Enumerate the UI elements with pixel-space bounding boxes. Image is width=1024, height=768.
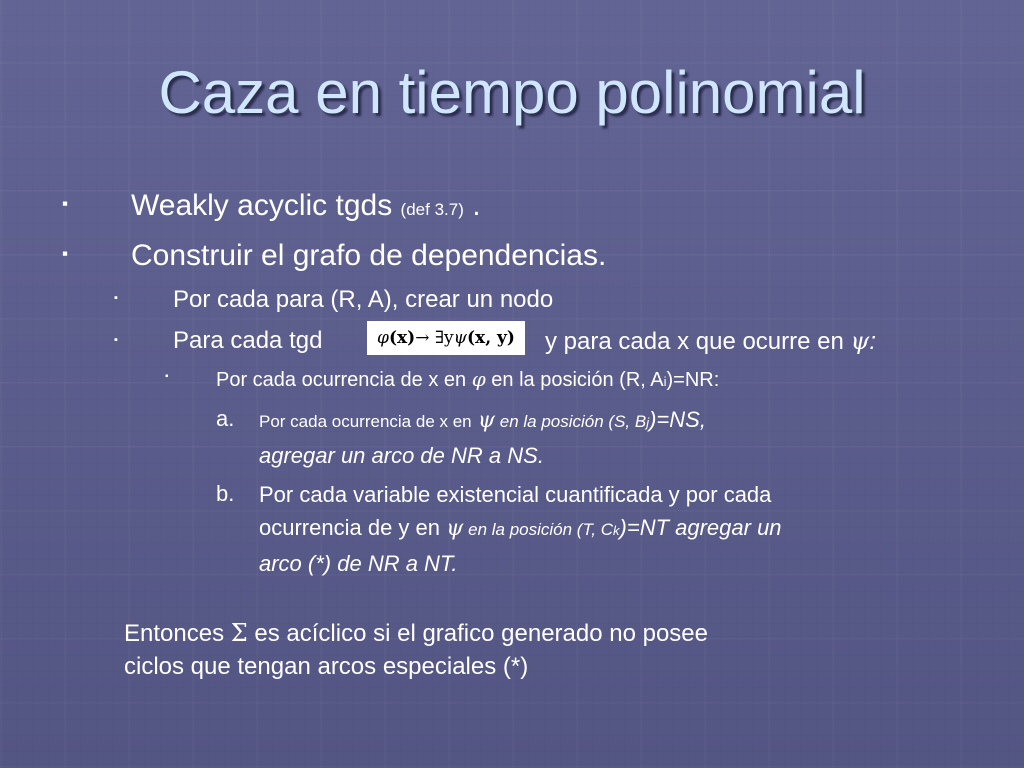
ocurrencia-end: )=NR:	[666, 369, 720, 391]
item-b-rest: en la posición (T, C	[463, 520, 614, 539]
ocurrencia-rest: en la posición (R, A	[491, 369, 664, 391]
suffix-text: y para cada x que ocurre en	[545, 328, 844, 355]
list-item-a	[259, 403, 706, 472]
item-b-text: ocurrencia de y en	[259, 515, 440, 540]
bullet-square-icon: ▪	[62, 244, 69, 263]
ocurrencia-text: Por cada ocurrencia de x en	[216, 369, 467, 391]
conclusion-rest: es acíclico si el grafico generado no posee	[254, 620, 708, 647]
conclusion-line1	[124, 617, 708, 650]
subscript-k: k	[613, 523, 620, 538]
psi-symbol: ψ	[453, 328, 468, 348]
item-a-rest: en la posición (S, B	[495, 412, 647, 431]
subscript-j: j	[646, 415, 650, 430]
sigma-symbol: Σ	[230, 619, 248, 647]
item-a-text: Por cada ocurrencia de x en	[259, 412, 472, 431]
bullet-text: Weakly acyclic tgds	[131, 189, 393, 222]
slide-title: Caza en tiempo polinomial	[158, 59, 866, 126]
definition-reference: (def 3.7)	[400, 200, 464, 219]
tgd-formula-image	[367, 321, 525, 355]
bullet-square-icon: ▪	[114, 334, 118, 346]
suffix-colon: :	[869, 328, 877, 355]
bullet-square-icon: ▪	[62, 194, 69, 213]
list-item-b-line2	[259, 511, 782, 547]
formula-arrow-exists: → ∃y	[415, 328, 454, 348]
list-label-a: a.	[216, 406, 235, 431]
conclusion-text	[124, 617, 708, 683]
subbullet-por-cada-para: Por cada para (R, A), crear un nodo	[173, 286, 554, 313]
psi-symbol: ψ	[477, 408, 496, 433]
formula-x: (x)	[388, 328, 416, 348]
list-item-a-line1	[259, 403, 706, 439]
bullet-square-icon: ▪	[114, 292, 118, 304]
conclusion-entonces: Entonces	[124, 620, 225, 647]
item-b-end: )=NT agregar un	[619, 515, 782, 540]
list-item-b-line1: Por cada variable existencial cuantificada y por cada	[259, 482, 772, 507]
bullet-square-icon: ▪	[165, 371, 169, 382]
list-item-a-line2: agregar un arco de NR a NS.	[259, 443, 544, 468]
bullet-end: .	[463, 189, 481, 222]
subbullet-para-cada-tgd-prefix: Para cada tgd	[173, 327, 323, 354]
list-item-b-line3: arco (*) de NR a NT.	[259, 551, 458, 576]
psi-symbol: ψ	[446, 516, 464, 541]
phi-symbol: φ	[377, 328, 389, 348]
subbullet-para-cada-tgd-suffix	[545, 327, 876, 356]
formula-xy: (x, y)	[467, 328, 515, 348]
phi-symbol: φ	[471, 367, 486, 391]
subsubbullet-por-cada-ocurrencia	[216, 367, 719, 392]
list-label-b: b.	[216, 481, 235, 506]
bullet-weakly-acyclic	[131, 189, 481, 223]
list-item-b	[259, 478, 782, 580]
item-a-end: )=NS,	[649, 407, 706, 432]
conclusion-line2: ciclos que tengan arcos especiales (*)	[124, 653, 529, 680]
subscript-i: i	[663, 374, 667, 389]
psi-symbol: ψ	[850, 327, 870, 355]
bullet-construir-grafo: Construir el grafo de dependencias.	[131, 239, 607, 272]
